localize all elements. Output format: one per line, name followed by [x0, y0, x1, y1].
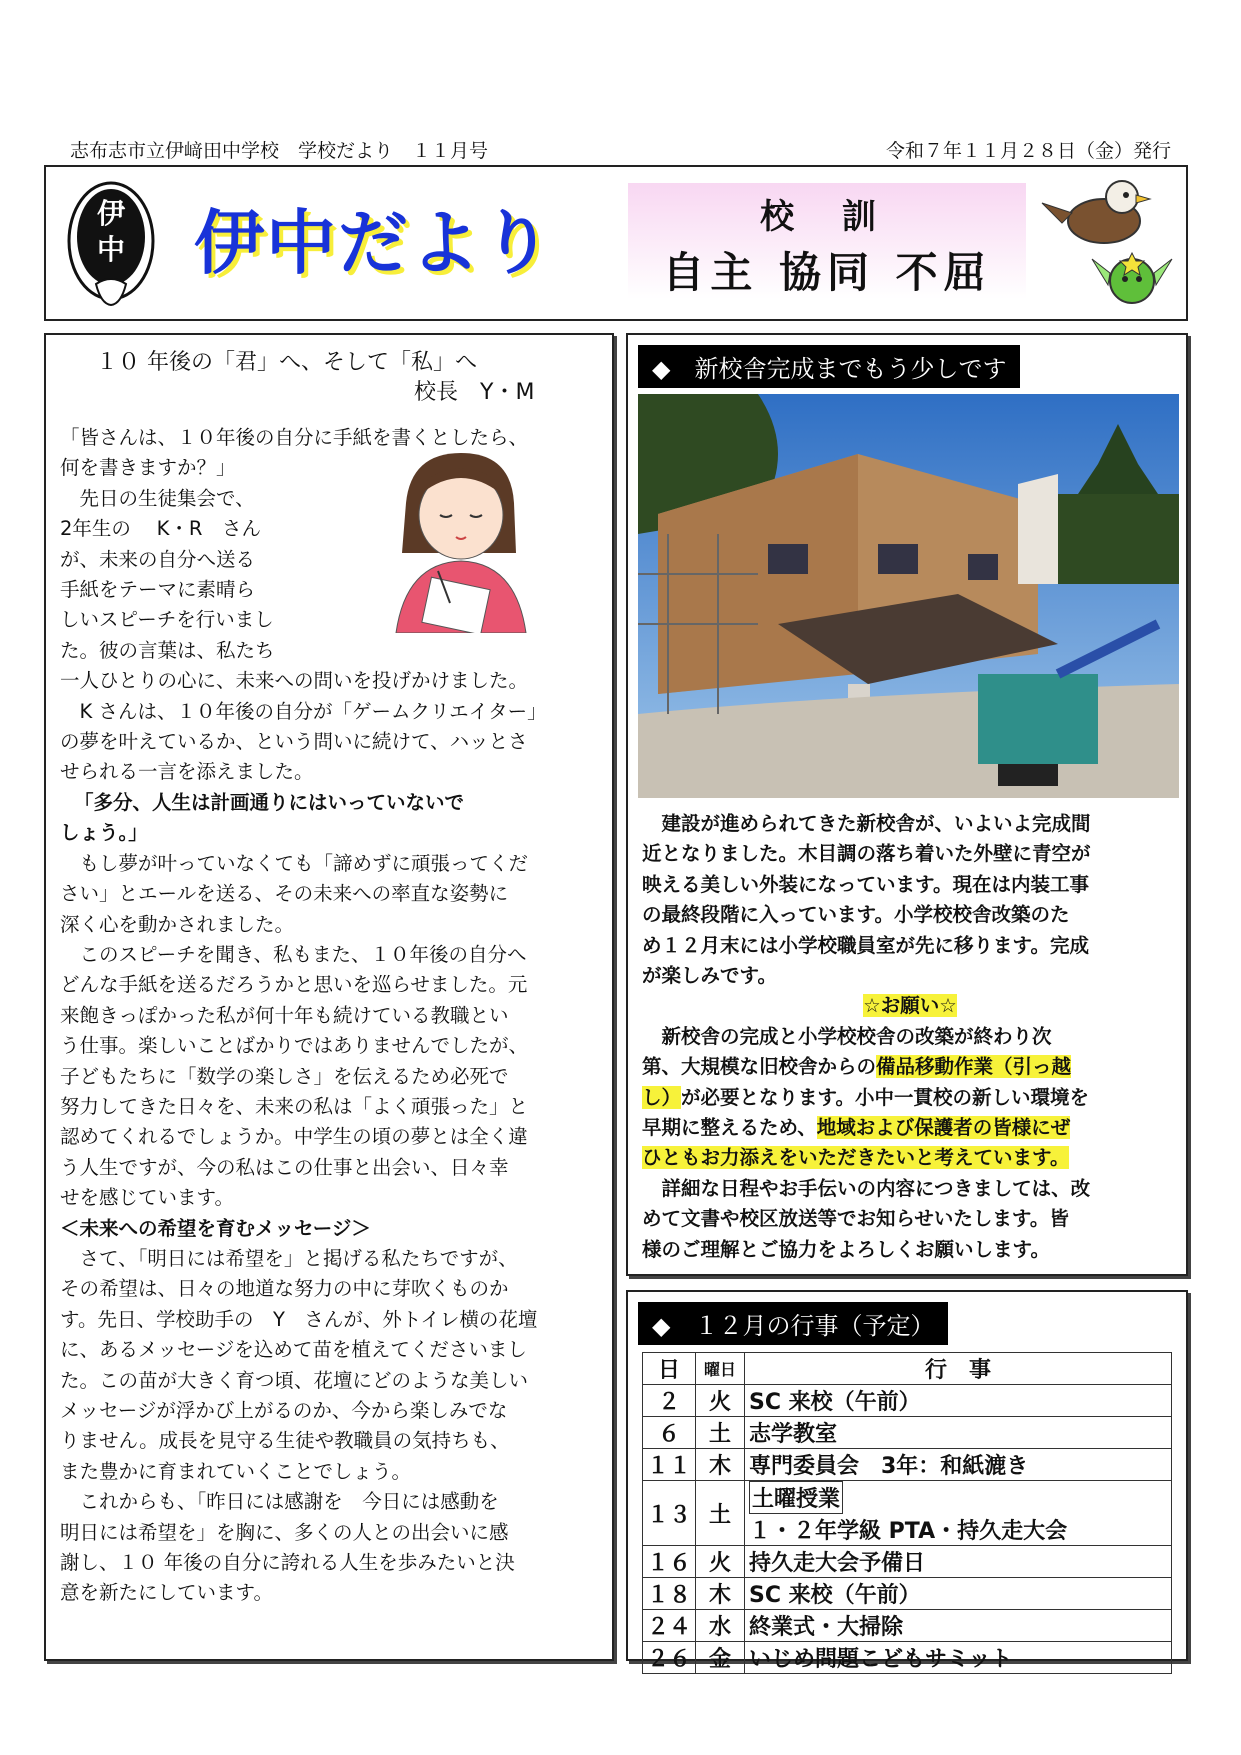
col-event: 行 事	[745, 1353, 1172, 1385]
quote-line: 「多分、人生は計画通りにはいっていないで	[74, 790, 465, 814]
table-header	[643, 1353, 1172, 1385]
col-week: 曜日	[696, 1353, 745, 1385]
table-row: ２６ 金 いじめ問題こどもサミット	[643, 1642, 1172, 1674]
emblem-char-1: 伊	[96, 197, 126, 230]
table-row: １８ 木 SC 来校（午前）	[643, 1578, 1172, 1610]
article-author: 校長 Y・M	[414, 380, 535, 405]
school-name-line: 志布志市立伊﨑田中学校 学校だより １１月号	[70, 140, 489, 162]
body-line: 新校舎の完成と小学校校舎の改築が終わり次	[642, 1024, 1052, 1048]
school-motto-panel	[628, 183, 1026, 299]
body-line: 意を新たにしています。	[60, 1581, 273, 1605]
highlight: 備品移動作業（引っ越	[876, 1055, 1072, 1079]
body-line: 様のご理解とご協力をよろしくお願いします。	[642, 1237, 1050, 1261]
body-line: め１２月末には小学校職員室が先に移ります。完成	[642, 933, 1089, 957]
body-line: 子どもたちに「数学の楽しさ」を伝えるため必死で	[60, 1064, 509, 1088]
body-line: さて、「明日には希望を」と掲げる私たちですが、	[60, 1246, 518, 1270]
body-line: せられる一言を添えました。	[60, 760, 314, 784]
article-body	[642, 809, 1178, 1265]
table-row: １１ 木 専門委員会 3年：和紙漉き	[643, 1449, 1172, 1481]
article-title: １０ 年後の「君」へ、そして「私」へ	[96, 350, 477, 375]
new-building-article	[626, 333, 1188, 1276]
school-emblem-icon	[66, 179, 156, 309]
body-line: し）が必要となります。小中一貫校の新しい環境を	[642, 1085, 1089, 1109]
body-line: K さんは、１０年後の自分が「ゲームクリエイター」	[60, 699, 547, 723]
body-line: 努力してきた日々を、未来の私は「よく頑張った」と	[60, 1094, 529, 1118]
body-line: 2年生の K・R さん	[60, 517, 261, 541]
body-line: また豊かに育まれていくことでしょう。	[60, 1459, 412, 1483]
table-row: ６ 土 志学教室	[643, 1417, 1172, 1449]
body-line: りません。成長を見守る生徒や教職員の気持ちも、	[60, 1429, 510, 1453]
body-line: 第、大規模な旧校舎からの備品移動作業（引っ越	[642, 1055, 1072, 1079]
body-line: 近となりました。木目調の落ち着いた外壁に青空が	[642, 842, 1091, 866]
body-line: に、あるメッセージを込めて苗を植えてくださいまし	[60, 1338, 527, 1362]
body-line: これからも、「昨日には感謝を 今日には感動を	[60, 1490, 499, 1514]
body-line: 明日には希望を」を胸に、多くの人との出会いに感	[60, 1520, 509, 1544]
body-line: 認めてくれるでしょうか。中学生の頃の夢とは全く違	[60, 1125, 528, 1149]
motto-text: 自主 協同 不屈	[662, 248, 992, 297]
body-line: 「皆さんは、１０年後の自分に手紙を書くとしたら、	[60, 426, 529, 449]
body-line: 一人ひとりの心に、未来への問いを投げかけました。	[60, 669, 529, 693]
body-line: す。先日、学校助手の Y さんが、外トイレ横の花壇	[60, 1307, 538, 1331]
body-line: しいスピーチを行いまし	[60, 608, 274, 632]
body-line: さい」とエールを送る、その未来への率直な姿勢に	[60, 882, 509, 906]
subheading: ＜未来への希望を育むメッセージ＞	[60, 1216, 371, 1240]
body-line: 何を書きますか？」	[60, 456, 236, 480]
table-row: ２ 火 SC 来校（午前）	[643, 1385, 1172, 1417]
body-line: どんな手紙を送るだろうかと思いを巡らせました。元	[60, 973, 528, 997]
body-line: 手紙をテーマに素晴ら	[60, 578, 256, 602]
table-row: １６ 火 持久走大会予備日	[643, 1546, 1172, 1578]
request-title: ☆お願い☆	[863, 994, 957, 1018]
section-heading: ◆ 新校舎完成までもう少しです	[638, 345, 1020, 388]
body-line: た。この苗が大きく育つ頃、花壇にどのような美しい	[60, 1368, 529, 1392]
body-line: う仕事。楽しいことばかりではありませんでしたが、	[60, 1034, 529, 1058]
principal-article	[44, 333, 614, 1661]
quote-line: しょう。」	[60, 821, 148, 845]
mascot-characters-icon	[1032, 173, 1182, 313]
emblem-char-2: 中	[96, 233, 126, 266]
article-body	[60, 423, 606, 1609]
highlight: ひともお力添えをいただきたいと考えています。	[642, 1146, 1070, 1170]
newsletter-title: 伊中だより	[194, 202, 554, 284]
col-day: 日	[643, 1353, 696, 1385]
body-line: の夢を叶えているか、という問いに続けて、ハッとさ	[60, 730, 528, 754]
highlight: し）	[642, 1085, 682, 1109]
body-line: 詳細な日程やお手伝いの内容につきましては、改	[642, 1176, 1091, 1200]
table-row: １３ 土 土曜授業 １・２年学級 PTA・持久走大会	[643, 1481, 1172, 1546]
body-line: その希望は、日々の地道な努力の中に芽吹くものか	[60, 1277, 509, 1301]
boxed-event: 土曜授業	[749, 1481, 843, 1514]
body-line: めて文書や校区放送等でお知らせいたします。皆	[642, 1207, 1069, 1231]
body-line: 映える美しい外装になっています。現在は内装工事	[642, 872, 1089, 896]
body-line: 深く心を動かされました。	[60, 912, 295, 936]
body-line: 早期に整えるため、地域および保護者の皆様にぜ	[642, 1116, 1071, 1140]
body-line: もし夢が叶っていなくても「諦めずに頑張ってくだ	[60, 851, 529, 875]
motto-label: 校 訓	[760, 197, 894, 237]
body-line	[642, 1143, 1178, 1173]
body-line: 来飽きっぽかった私が何十年も続けている教職とい	[60, 1003, 509, 1027]
body-line: 建設が進められてきた新校舎が、いよいよ完成間	[642, 812, 1091, 835]
highlight: 地域および保護者の皆様にぜ	[816, 1116, 1071, 1140]
body-line: 先日の生徒集会で、	[60, 486, 255, 510]
masthead	[44, 165, 1188, 321]
body-line: が、未来の自分へ送る	[60, 547, 256, 571]
december-events	[626, 1290, 1188, 1672]
body-line: た。彼の言葉は、私たち	[60, 638, 275, 662]
body-line: が楽しみです。	[642, 964, 777, 988]
body-line: 謝し、１０ 年後の自分に誇れる人生を歩みたいと決	[60, 1551, 515, 1575]
new-school-building-photo	[638, 394, 1179, 798]
body-line: の最終段階に入っています。小学校校舎改築のた	[642, 903, 1070, 927]
body-line: せを感じています。	[60, 1186, 234, 1210]
body-line: う人生ですが、今の私はこの仕事と出会い、日々幸	[60, 1155, 509, 1179]
body-line: メッセージが浮かび上がるのか、今から楽しみでな	[60, 1399, 508, 1422]
events-table	[642, 1352, 1172, 1674]
section-heading: ◆ １２月の行事（予定）	[638, 1302, 948, 1345]
issue-date: 令和７年１１月２８日（金）発行	[886, 140, 1172, 162]
body-line: このスピーチを聞き、私もまた、１０年後の自分へ	[60, 942, 527, 966]
table-row: ２４ 水 終業式・大掃除	[643, 1610, 1172, 1642]
